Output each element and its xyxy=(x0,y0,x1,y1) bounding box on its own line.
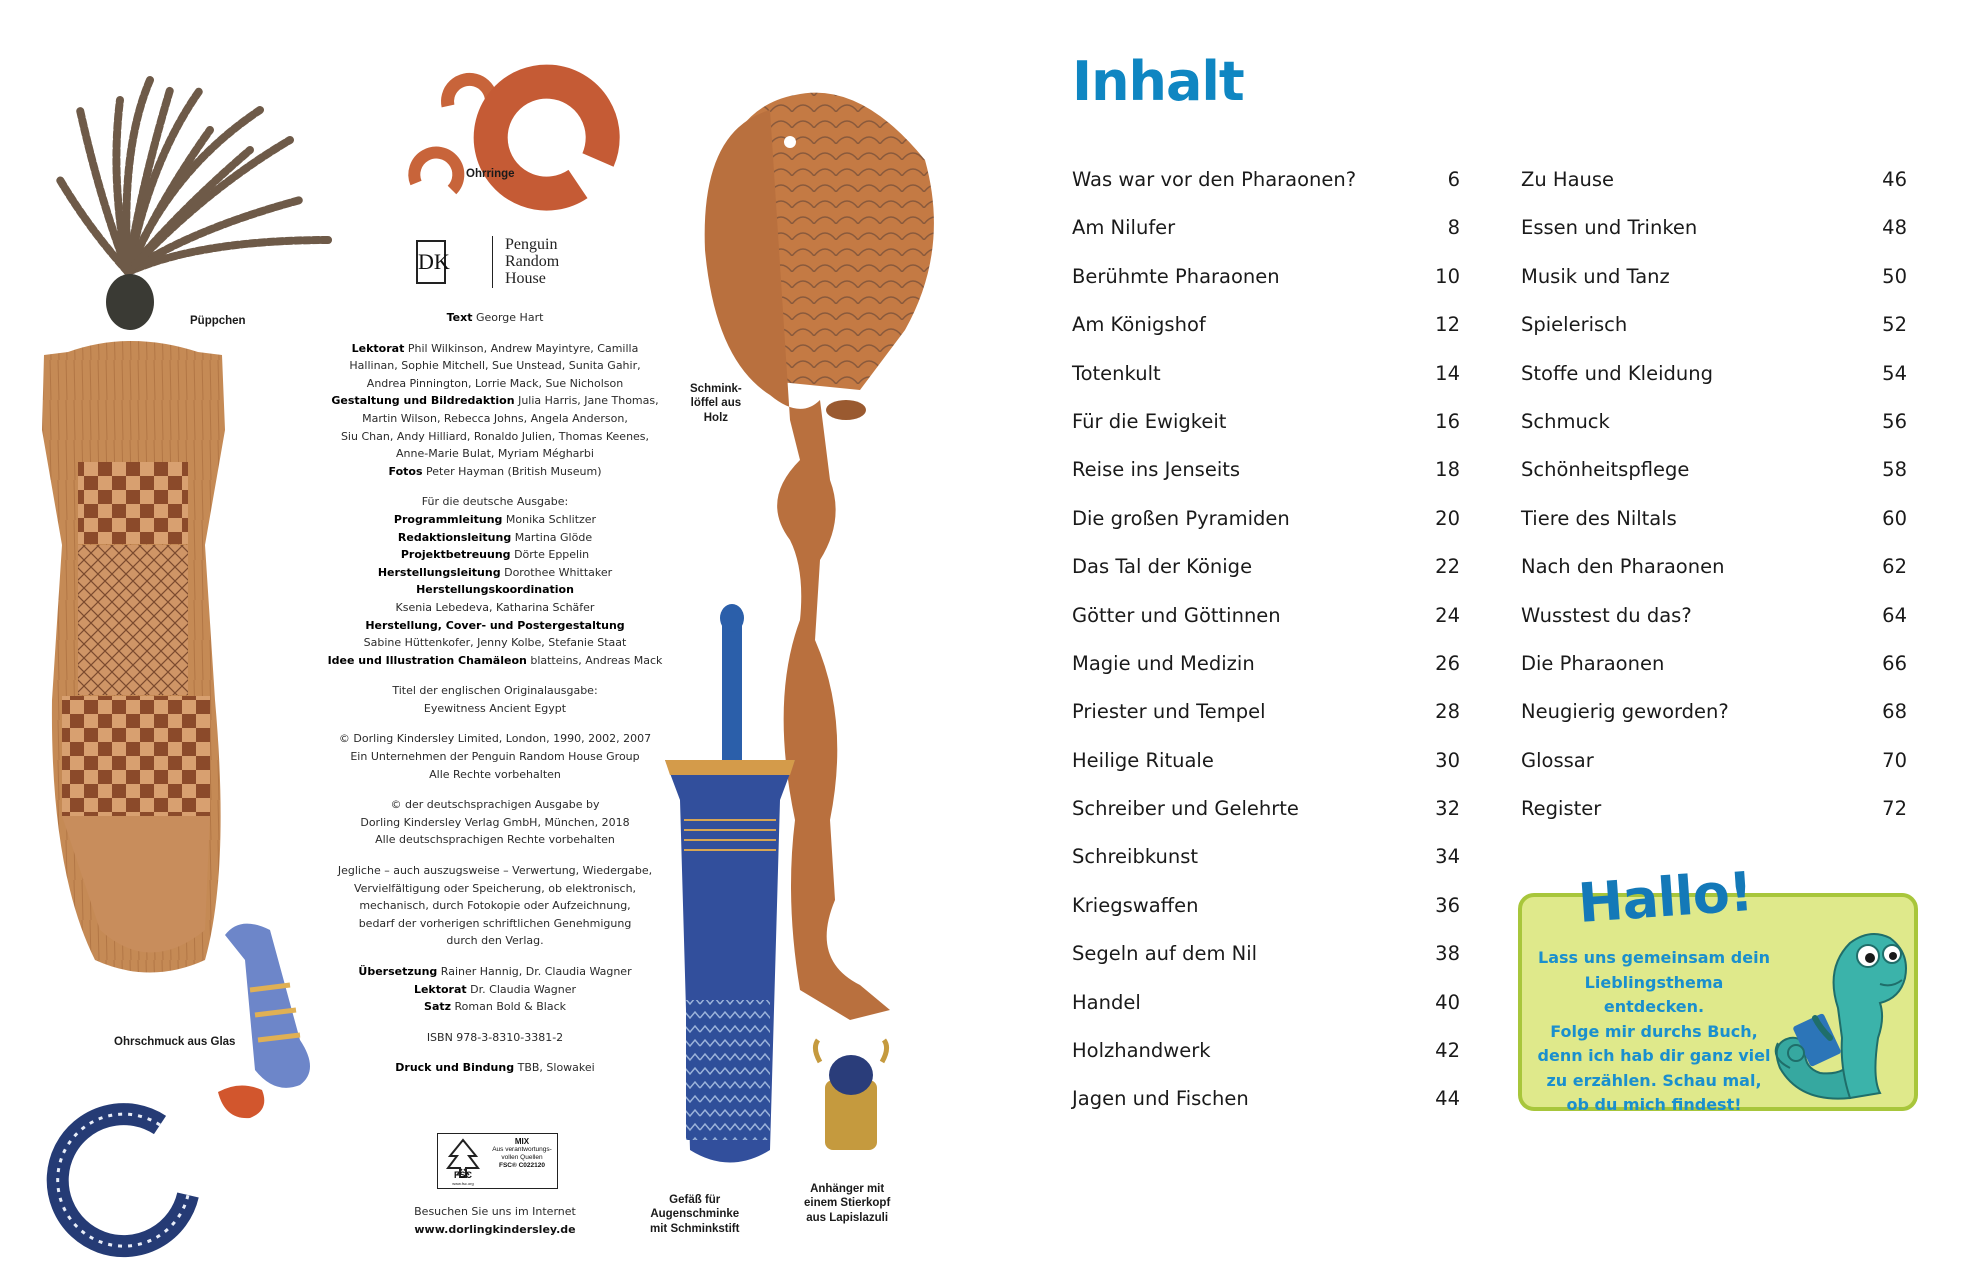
toc-entry[interactable] xyxy=(1072,507,1460,555)
toc-entry-page: 28 xyxy=(1435,700,1460,724)
toc-entry-title: Die großen Pyramiden xyxy=(1072,506,1290,530)
toc-entry-title: Am Nilufer xyxy=(1072,216,1176,240)
toc-title: Inhalt xyxy=(1072,50,1244,113)
caption-ohrringe: Ohrringe xyxy=(466,168,515,180)
toc-entry-title: Register xyxy=(1521,797,1602,821)
toc-entry-title: Die Pharaonen xyxy=(1521,651,1665,675)
toc-entry-page: 62 xyxy=(1882,555,1907,579)
toc-entry[interactable] xyxy=(1521,604,1907,652)
toc-entry[interactable] xyxy=(1521,555,1907,603)
toc-entry[interactable] xyxy=(1072,313,1460,361)
toc-entry-title: Heilige Rituale xyxy=(1072,748,1214,772)
toc-entry[interactable] xyxy=(1072,1087,1460,1135)
caption-anhaenger: Anhänger mit einem Stierkopf aus Lapislazuli xyxy=(804,1183,891,1224)
toc-entry-title: Neugierig geworden? xyxy=(1521,700,1729,724)
doll-image xyxy=(42,80,330,973)
toc-entry-page: 44 xyxy=(1435,1087,1460,1111)
toc-entry[interactable] xyxy=(1521,313,1907,361)
glass-earplug-image xyxy=(58,924,310,1247)
toc-entry-page: 34 xyxy=(1435,845,1460,869)
toc-entry[interactable] xyxy=(1072,894,1460,942)
caption-pueppchen: Püppchen xyxy=(190,315,246,327)
toc-entry-page: 42 xyxy=(1435,1039,1460,1063)
toc-entry-title: Stoffe und Kleidung xyxy=(1521,361,1713,385)
toc-entry-page: 30 xyxy=(1435,748,1460,772)
caption-gefaess: Gefäß für Augenschminke mit Schminkstift xyxy=(650,1194,740,1235)
toc-entry[interactable] xyxy=(1072,845,1460,893)
toc-entry-page: 64 xyxy=(1882,603,1907,627)
toc-entry-title: Am Königshof xyxy=(1072,313,1206,337)
toc-entry-page: 40 xyxy=(1435,990,1460,1014)
toc-entry[interactable] xyxy=(1521,410,1907,458)
toc-entry-page: 52 xyxy=(1882,313,1907,337)
toc-entry-page: 16 xyxy=(1435,409,1460,433)
toc-entry-title: Reise ins Jenseits xyxy=(1072,458,1241,482)
toc-entry-page: 38 xyxy=(1435,942,1460,966)
toc-entry-page: 18 xyxy=(1435,458,1460,482)
publisher-logo-divider xyxy=(492,236,493,288)
toc-entry-title: Schreibkunst xyxy=(1072,845,1199,869)
toc-entry[interactable] xyxy=(1072,604,1460,652)
toc-entry-title: Holzhandwerk xyxy=(1072,1039,1211,1063)
toc-entry-page: 14 xyxy=(1435,361,1460,385)
toc-left-column xyxy=(1072,168,1460,1136)
toc-entry-page: 8 xyxy=(1447,216,1460,240)
toc-entry-page: 58 xyxy=(1882,458,1907,482)
toc-entry[interactable] xyxy=(1521,216,1907,264)
toc-entry-title: Kriegswaffen xyxy=(1072,893,1199,917)
toc-entry-title: Was war vor den Pharaonen? xyxy=(1072,168,1357,191)
hallo-title: Hallo! xyxy=(1576,859,1755,936)
toc-entry[interactable] xyxy=(1072,991,1460,1039)
toc-entry-page: 26 xyxy=(1435,651,1460,675)
toc-entry-page: 50 xyxy=(1882,264,1907,288)
dk-logo: DK xyxy=(416,240,446,284)
toc-entry[interactable] xyxy=(1521,168,1907,216)
toc-entry-title: Jagen und Fischen xyxy=(1072,1087,1249,1111)
toc-entry[interactable] xyxy=(1521,458,1907,506)
toc-entry-title: Wusstest du das? xyxy=(1521,603,1692,627)
toc-entry-page: 20 xyxy=(1435,506,1460,530)
toc-entry[interactable] xyxy=(1521,749,1907,797)
toc-entry-page: 66 xyxy=(1882,651,1907,675)
toc-entry-title: Götter und Göttinnen xyxy=(1072,603,1281,627)
publisher-logo: Penguin Random House xyxy=(505,236,560,287)
chameleon-icon xyxy=(1760,918,1915,1108)
toc-entry-page: 70 xyxy=(1882,748,1907,772)
toc-entry-title: Priester und Tempel xyxy=(1072,700,1266,724)
toc-entry-page: 32 xyxy=(1435,797,1460,821)
toc-entry-title: Berühmte Pharaonen xyxy=(1072,264,1280,288)
toc-entry-title: Für die Ewigkeit xyxy=(1072,409,1227,433)
toc-entry[interactable] xyxy=(1072,265,1460,313)
toc-entry-page: 72 xyxy=(1882,797,1907,821)
toc-entry-title: Zu Hause xyxy=(1521,168,1615,191)
toc-entry-page: 54 xyxy=(1882,361,1907,385)
kohl-tube-image xyxy=(665,604,795,1163)
toc-entry-page: 10 xyxy=(1435,264,1460,288)
toc-entry[interactable] xyxy=(1072,797,1460,845)
toc-entry[interactable] xyxy=(1072,942,1460,990)
toc-entry-title: Schreiber und Gelehrte xyxy=(1072,797,1299,821)
toc-entry-title: Schönheitspflege xyxy=(1521,458,1690,482)
caption-schminkloeffel: Schmink- löffel aus Holz xyxy=(690,383,742,424)
toc-entry-page: 56 xyxy=(1882,409,1907,433)
toc-entry-page: 22 xyxy=(1435,555,1460,579)
toc-entry[interactable] xyxy=(1521,652,1907,700)
toc-entry-page: 46 xyxy=(1882,168,1907,191)
toc-entry[interactable] xyxy=(1521,700,1907,748)
toc-entry-title: Musik und Tanz xyxy=(1521,264,1670,288)
toc-entry-title: Schmuck xyxy=(1521,409,1610,433)
toc-entry[interactable] xyxy=(1072,1039,1460,1087)
toc-entry-page: 48 xyxy=(1882,216,1907,240)
fsc-badge: FSC www.fsc.org MIX Aus verantwortungs- vollen Quellen FSC® C022120 xyxy=(437,1133,558,1189)
toc-entry[interactable] xyxy=(1072,458,1460,506)
toc-entry-title: Glossar xyxy=(1521,748,1594,772)
toc-entry[interactable] xyxy=(1072,652,1460,700)
toc-entry[interactable] xyxy=(1072,216,1460,264)
toc-entry-page: 12 xyxy=(1435,313,1460,337)
bull-pendant-image xyxy=(815,1040,886,1150)
toc-entry-title: Das Tal der Könige xyxy=(1072,555,1253,579)
toc-entry[interactable] xyxy=(1521,362,1907,410)
toc-entry-title: Spielerisch xyxy=(1521,313,1628,337)
toc-entry-title: Tiere des Niltals xyxy=(1521,506,1677,530)
toc-right-column xyxy=(1521,168,1907,845)
toc-entry[interactable] xyxy=(1072,362,1460,410)
hallo-text: Lass uns gemeinsam dein Lieblingsthema entdecken. Folge mir durchs Buch, denn ich hab dir ganz viel zu erzählen. Schau mal, ob du mich findest! xyxy=(1537,948,1771,1114)
toc-entry-title: Magie und Medizin xyxy=(1072,651,1255,675)
website-link[interactable]: www.dorlingkindersley.de xyxy=(414,1223,576,1236)
toc-entry-page: 36 xyxy=(1435,893,1460,917)
visit-text: Besuchen Sie uns im Internet xyxy=(414,1205,576,1218)
toc-entry-title: Totenkult xyxy=(1072,361,1161,385)
toc-entry-title: Segeln auf dem Nil xyxy=(1072,942,1258,966)
toc-entry[interactable] xyxy=(1072,555,1460,603)
toc-entry[interactable] xyxy=(1072,168,1460,216)
toc-entry-title: Handel xyxy=(1072,990,1141,1014)
toc-entry[interactable] xyxy=(1072,749,1460,797)
toc-entry[interactable] xyxy=(1521,797,1907,845)
toc-entry[interactable] xyxy=(1072,410,1460,458)
toc-entry-title: Nach den Pharaonen xyxy=(1521,555,1725,579)
toc-entry-page: 24 xyxy=(1435,603,1460,627)
toc-entry-page: 6 xyxy=(1447,168,1460,191)
caption-ohrschmuck: Ohrschmuck aus Glas xyxy=(114,1036,236,1048)
toc-entry-page: 68 xyxy=(1882,700,1907,724)
toc-entry[interactable] xyxy=(1072,700,1460,748)
toc-entry-page: 60 xyxy=(1882,506,1907,530)
toc-entry[interactable] xyxy=(1521,507,1907,555)
toc-entry-title: Essen und Trinken xyxy=(1521,216,1698,240)
imprint-text: Text George Hart Lektorat Phil Wilkinson, Andrew Mayintyre, Camilla Hallinan, Sophie Mitchell, Sue Unstead, Sunita Gahir, Andrea Pinnington, Lorrie Mack, Sue Nicholson Gestaltung und Bildredaktion Julia Harris, Jane Thomas, Martin Wilson, Rebecca Johns, Angela Anderson, Siu Chan, Andy Hilliard, Ronaldo Julien, Thomas Keenes, Anne-Marie Bulat, Myriam Mégharbi Fotos Peter Hayman (British Museum) Für die deutsche Ausgabe: Programmleitung Monika Schlitzer Redaktionsleitung Martina Glöde Projektbetreuung Dörte Eppelin Herstellungsleitung Dorothee Whittaker Herstellungskoordination Ksenia Lebedeva, Katharina Schäfer Herstellung, Cover- und Postergestaltung Sabine Hüttenkofer, Jenny Kolbe, Stefanie Staat Idee und Illustration Chamäleon blatteins, Andreas Mack Titel der englischen Originalausgabe: Eyewitness Ancient Egypt © Dorling Kindersley Limited, London, 1990, 2002, 2007 Ein Unternehmen der Penguin Random House Group Alle Rechte vorbehalten © der deutschsprachigen Ausgabe by Dorling Kindersley Verlag GmbH, München, 2018 Alle deutschsprachigen Rechte vorbehalten Jegliche – auch auszugsweise – Verwertung, Wiedergabe, Vervielfältigung oder Speicherung, ob elektronisch, mechanisch, durch Fotokopie oder Aufzeichnung, bedarf der vorherigen schriftlichen Genehmigung durch den Verlag. Übersetzung Rainer Hannig, Dr. Claudia Wagner Lektorat Dr. Claudia Wagner Satz Roman Bold & Black ISBN 978-3-8310-3381-2 Druck und Bindung TBB, Slowakei xyxy=(327,311,663,1075)
toc-entry[interactable] xyxy=(1521,265,1907,313)
